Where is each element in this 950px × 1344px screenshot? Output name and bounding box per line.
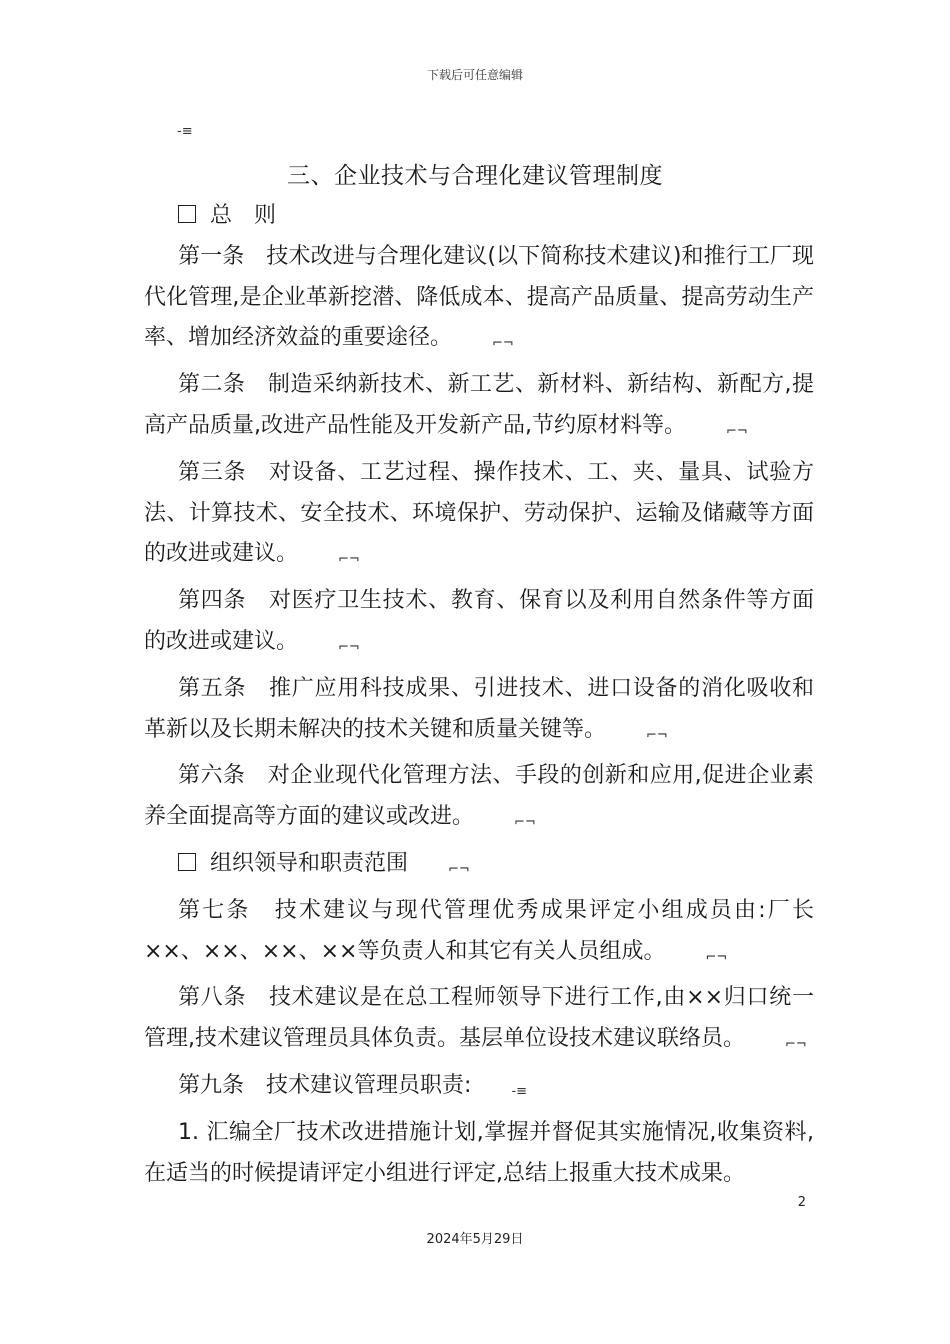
article-2 (144, 365, 814, 453)
top-mark: -≡ (177, 124, 193, 139)
article-3 (144, 453, 814, 581)
checkbox-square-icon (178, 205, 196, 223)
section-heading-text: 组织领导和职责范围 (210, 850, 409, 876)
article-text: 技术建议管理员职责: (266, 1072, 472, 1098)
article-8 (144, 978, 814, 1066)
section-heading-general (144, 196, 814, 237)
article-9 (144, 1066, 814, 1113)
paragraph-mark: ⌐¬ (785, 1037, 807, 1053)
article-label: 第九条 (178, 1072, 245, 1098)
paragraph-mark: ⌐¬ (705, 949, 728, 965)
page-footer-date: 2024年5月29日 (426, 1232, 524, 1247)
article-1 (144, 237, 814, 365)
section-heading-organization (144, 844, 814, 891)
document-body (144, 196, 814, 1194)
article-4 (144, 581, 814, 669)
paragraph-mark: ⌐¬ (338, 639, 360, 655)
section-heading-text: 总 则 (210, 203, 277, 228)
article-label: 第八条 (178, 985, 247, 1011)
document-title: 三、企业技术与合理化建议管理制度 (287, 163, 663, 189)
article-6 (144, 756, 814, 844)
paragraph-mark: ⌐¬ (448, 861, 470, 877)
article-7 (144, 891, 814, 979)
item-1 (144, 1113, 814, 1195)
item-text: 1. 汇编全厂技术改进措施计划,掌握并督促其实施情况,收集资料,在适当的时候提请评定小组进行评定,总结上报重大技术成果。 (144, 1119, 814, 1186)
article-text: 制造采纳新技术、新工艺、新材料、新结构、新配方,提高产品质量,改进产品性能及开发新产品,节约原材料等。 (144, 372, 814, 438)
article-label: 第三条 (178, 459, 247, 485)
article-label: 第六条 (178, 763, 246, 789)
article-label: 第四条 (178, 588, 247, 614)
paragraph-mark: ⌐¬ (514, 815, 536, 831)
paragraph-mark: ⌐¬ (726, 423, 748, 439)
paragraph-mark: -≡ (511, 1083, 528, 1099)
paragraph-mark: ⌐¬ (338, 552, 360, 568)
article-label: 第七条 (178, 897, 251, 923)
article-label: 第一条 (178, 243, 245, 269)
article-label: 第五条 (178, 675, 247, 701)
article-text: 对医疗卫生技术、教育、保育以及利用自然条件等方面的改进或建议。 (144, 588, 814, 654)
article-text: 技术改进与合理化建议(以下简称技术建议)和推行工厂现代化管理,是企业革新挖潜、降低成本、提高产品质量、提高劳动生产率、增加经济效益的重要途径。 (144, 243, 814, 351)
article-text: 技术建议是在总工程师领导下进行工作,由××归口统一管理,技术建议管理员具体负责。基层单位设技术建议联络员。 (144, 985, 814, 1052)
article-label: 第二条 (178, 372, 246, 398)
article-text: 推广应用科技成果、引进技术、进口设备的消化吸收和革新以及长期未解决的技术关键和质量关键等。 (144, 675, 814, 742)
article-text: 技术建议与现代管理优秀成果评定小组成员由:厂长××、××、××、××等负责人和其它有关人员组成。 (144, 897, 814, 964)
paragraph-mark: ⌐¬ (492, 336, 514, 352)
article-text: 对设备、工艺过程、操作技术、工、夹、量具、试验方法、计算技术、安全技术、环境保护、劳动保护、运输及储藏等方面的改进或建议。 (144, 459, 814, 567)
page-number: 2 (797, 1195, 806, 1210)
article-5 (144, 669, 814, 757)
page-header: 下载后可任意编辑 (426, 68, 523, 82)
checkbox-square-icon (178, 853, 196, 871)
paragraph-mark: ⌐¬ (646, 727, 668, 743)
article-text: 对企业现代化管理方法、手段的创新和应用,促进企业素养全面提高等方面的建议或改进。 (144, 763, 814, 830)
